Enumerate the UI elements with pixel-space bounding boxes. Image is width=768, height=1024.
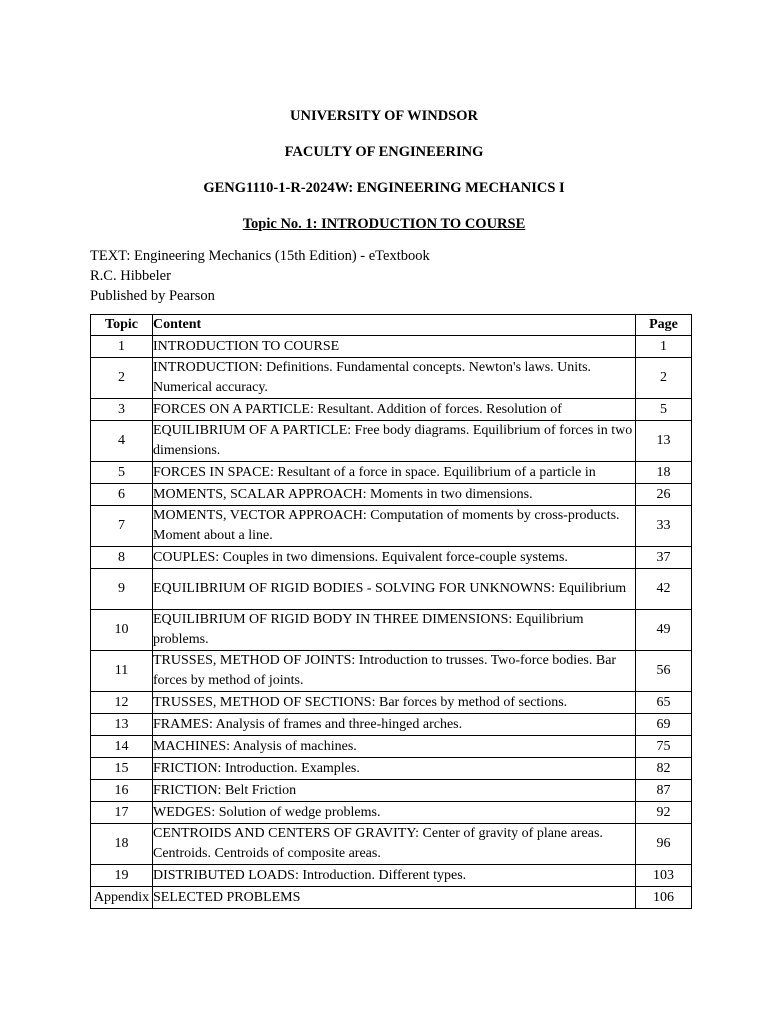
table-row [91, 802, 692, 824]
cell-page: 1 [636, 336, 692, 358]
cell-page: 18 [636, 462, 692, 484]
cell-topic: 14 [91, 736, 153, 758]
cell-content: SELECTED PROBLEMS [153, 887, 636, 909]
cell-topic: 12 [91, 692, 153, 714]
cell-page: 106 [636, 887, 692, 909]
cell-topic: 8 [91, 547, 153, 569]
table-row [91, 736, 692, 758]
cell-topic: 16 [91, 780, 153, 802]
cell-topic: 3 [91, 399, 153, 421]
publisher-line: Published by Pearson [90, 288, 215, 304]
table-row [91, 824, 692, 865]
cell-content: EQUILIBRIUM OF RIGID BODY IN THREE DIMENSIONS: Equilibrium problems. [153, 610, 636, 651]
cell-page: 33 [636, 506, 692, 547]
cell-topic: 15 [91, 758, 153, 780]
cell-content: COUPLES: Couples in two dimensions. Equivalent force-couple systems. [153, 547, 636, 569]
cell-page: 5 [636, 399, 692, 421]
textbook-line: TEXT: Engineering Mechanics (15th Edition) - eTextbook [90, 248, 430, 264]
table-row [91, 547, 692, 569]
table-row [91, 651, 692, 692]
cell-content: MOMENTS, VECTOR APPROACH: Computation of moments by cross-products. Moment about a line. [153, 506, 636, 547]
cell-topic: 19 [91, 865, 153, 887]
cell-topic: 18 [91, 824, 153, 865]
cell-page: 87 [636, 780, 692, 802]
contents-table [90, 314, 692, 909]
table-row [91, 714, 692, 736]
header-content: Content [153, 315, 636, 336]
cell-topic: 13 [91, 714, 153, 736]
cell-topic: 4 [91, 421, 153, 462]
cell-topic: 17 [91, 802, 153, 824]
table-header-row [91, 315, 692, 336]
cell-topic: 7 [91, 506, 153, 547]
cell-content: CENTROIDS AND CENTERS OF GRAVITY: Center of gravity of plane areas. Centroids. Centroids of composite areas. [153, 824, 636, 865]
table-row [91, 399, 692, 421]
cell-content: INTRODUCTION: Definitions. Fundamental concepts. Newton's laws. Units. Numerical accuracy. [153, 358, 636, 399]
cell-page: 65 [636, 692, 692, 714]
header-topic: Topic [91, 315, 153, 336]
cell-content: TRUSSES, METHOD OF JOINTS: Introduction to trusses. Two-force bodies. Bar forces by method of joints. [153, 651, 636, 692]
cell-content: INTRODUCTION TO COURSE [153, 336, 636, 358]
cell-page: 75 [636, 736, 692, 758]
table-row [91, 569, 692, 610]
cell-page: 103 [636, 865, 692, 887]
cell-page: 26 [636, 484, 692, 506]
table-row [91, 462, 692, 484]
cell-content: FRICTION: Belt Friction [153, 780, 636, 802]
university-title: UNIVERSITY OF WINDSOR [290, 108, 478, 124]
table-row [91, 780, 692, 802]
cell-topic: 2 [91, 358, 153, 399]
cell-topic: 9 [91, 569, 153, 610]
table-row [91, 506, 692, 547]
cell-content: FORCES IN SPACE: Resultant of a force in space. Equilibrium of a particle in [153, 462, 636, 484]
cell-topic: 11 [91, 651, 153, 692]
cell-content: FORCES ON A PARTICLE: Resultant. Addition of forces. Resolution of [153, 399, 636, 421]
table-row [91, 358, 692, 399]
cell-content: WEDGES: Solution of wedge problems. [153, 802, 636, 824]
cell-topic: 5 [91, 462, 153, 484]
faculty-title: FACULTY OF ENGINEERING [284, 144, 484, 160]
table-row [91, 865, 692, 887]
cell-page: 69 [636, 714, 692, 736]
table-row [91, 336, 692, 358]
cell-page: 96 [636, 824, 692, 865]
table-row [91, 610, 692, 651]
cell-page: 56 [636, 651, 692, 692]
cell-content: MOMENTS, SCALAR APPROACH: Moments in two dimensions. [153, 484, 636, 506]
cell-page: 37 [636, 547, 692, 569]
cell-topic: 6 [91, 484, 153, 506]
table-row [91, 484, 692, 506]
table-row [91, 692, 692, 714]
cell-content: EQUILIBRIUM OF RIGID BODIES - SOLVING FOR UNKNOWNS: Equilibrium [153, 569, 636, 610]
topic-title: Topic No. 1: INTRODUCTION TO COURSE [242, 216, 526, 232]
course-title: GENG1110-1-R-2024W: ENGINEERING MECHANICS I [203, 180, 565, 196]
table-row [91, 887, 692, 909]
cell-content: MACHINES: Analysis of machines. [153, 736, 636, 758]
table-body [91, 336, 692, 909]
cell-page: 92 [636, 802, 692, 824]
cell-topic: 10 [91, 610, 153, 651]
cell-page: 42 [636, 569, 692, 610]
cell-page: 82 [636, 758, 692, 780]
table-row [91, 421, 692, 462]
cell-topic: 1 [91, 336, 153, 358]
header-page: Page [636, 315, 692, 336]
cell-content: EQUILIBRIUM OF A PARTICLE: Free body diagrams. Equilibrium of forces in two dimensions. [153, 421, 636, 462]
cell-content: FRICTION: Introduction. Examples. [153, 758, 636, 780]
cell-content: DISTRIBUTED LOADS: Introduction. Different types. [153, 865, 636, 887]
cell-page: 13 [636, 421, 692, 462]
cell-content: TRUSSES, METHOD OF SECTIONS: Bar forces by method of sections. [153, 692, 636, 714]
author-line: R.C. Hibbeler [90, 268, 171, 284]
cell-page: 2 [636, 358, 692, 399]
cell-page: 49 [636, 610, 692, 651]
cell-topic: Appendix [91, 887, 153, 909]
cell-content: FRAMES: Analysis of frames and three-hinged arches. [153, 714, 636, 736]
table-row [91, 758, 692, 780]
